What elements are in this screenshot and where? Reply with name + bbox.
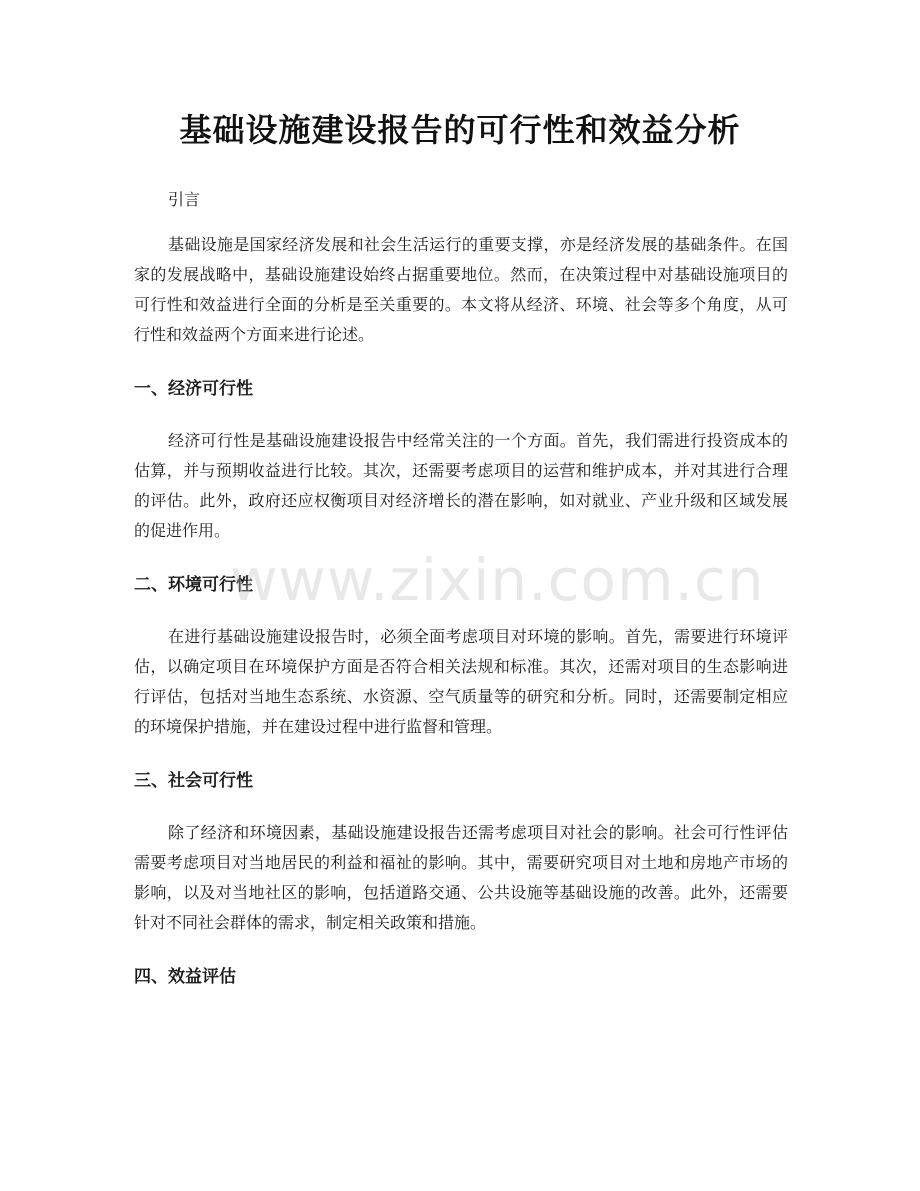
intro-paragraph: 基础设施是国家经济发展和社会生活运行的重要支撑，亦是经济发展的基础条件。在国家的发展战略中，基础设施建设始终占据重要地位。然而，在决策过程中对基础设施项目的可行性和效益进行全面的分析是至关重要的。本文将从经济、环境、社会等多个角度，从可行性和效益两个方面来进行论述。: [134, 235, 788, 344]
section-heading-benefit: 四、效益评估: [134, 967, 236, 987]
section-heading-economic: 一、经济可行性: [134, 379, 253, 399]
document-title: 基础设施建设报告的可行性和效益分析: [179, 111, 741, 149]
section-paragraph-environment: 在进行基础设施建设报告时，必须全面考虑项目对环境的影响。首先，需要进行环境评估，以确定项目在环境保护方面是否符合相关法规和标准。其次，还需对项目的生态影响进行评估，包括对当地生态系统、水资源、空气质量等的研究和分析。同时，还需要制定相应的环境保护措施，并在建设过程中进行监督和管理。: [134, 627, 788, 736]
section-heading-social: 三、社会可行性: [134, 771, 253, 791]
intro-label: 引言: [168, 190, 201, 209]
watermark-text: www.zixin.com.cn: [230, 546, 765, 614]
section-paragraph-economic: 经济可行性是基础设施建设报告中经常关注的一个方面。首先，我们需进行投资成本的估算，并与预期收益进行比较。其次，还需要考虑项目的运营和维护成本，并对其进行合理的评估。此外，政府还应权衡项目对经济增长的潜在影响，如对就业、产业升级和区域发展的促进作用。: [134, 431, 788, 540]
section-paragraph-social: 除了经济和环境因素，基础设施建设报告还需考虑项目对社会的影响。社会可行性评估需要考虑项目对当地居民的利益和福祉的影响。其中，需要研究项目对土地和房地产市场的影响，以及对当地社区的影响，包括道路交通、公共设施等基础设施的改善。此外，还需要针对不同社会群体的需求，制定相关政策和措施。: [134, 823, 788, 932]
section-heading-environment: 二、环境可行性: [134, 575, 253, 595]
document-body: [134, 184, 788, 1014]
